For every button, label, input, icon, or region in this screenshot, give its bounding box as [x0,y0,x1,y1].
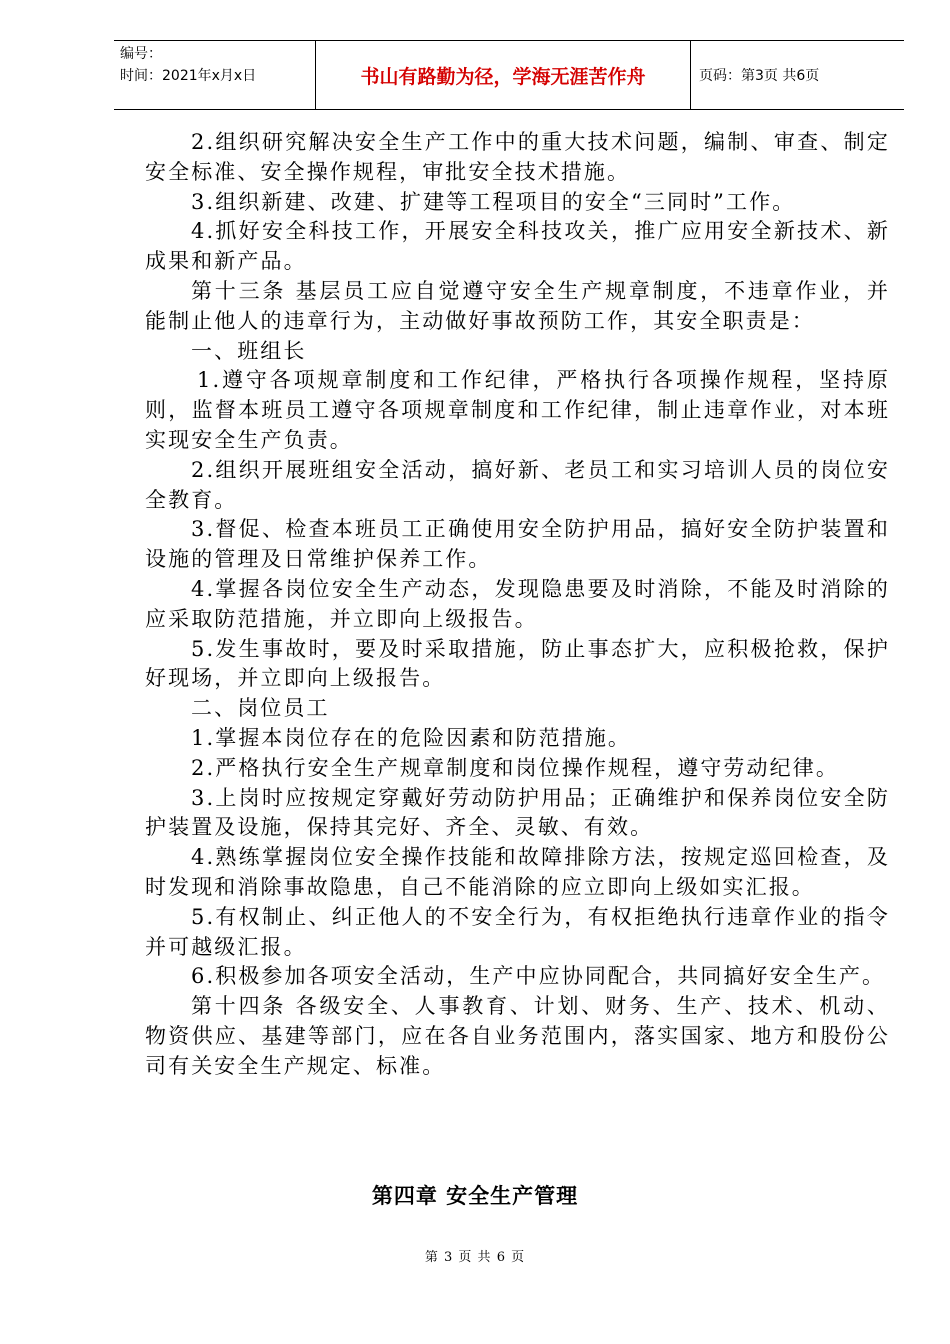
paragraph: 1.遵守各项规章制度和工作纪律，严格执行各项操作规程，坚持原则，监督本班员工遵守各项规章制度和工作纪律，制止违章作业，对本班实现安全生产负责。 [145,368,890,452]
paragraph: 4.抓好安全科技工作，开展安全科技攻关，推广应用安全新技术、新成果和新产品。 [145,219,890,274]
number-label: 编号： [120,46,162,62]
paragraph: 2.严格执行安全生产规章制度和岗位操作规程，遵守劳动纪律。 [191,755,839,780]
paragraph: 3.上岗时应按规定穿戴好劳动防护用品；正确维护和保养岗位安全防护装置及设施，保持其完好、齐全、灵敏、有效。 [145,785,890,840]
paragraph: 2.组织研究解决安全生产工作中的重大技术问题，编制、审查、制定安全标准、安全操作规程，审批安全技术措施。 [145,130,890,184]
header-meta [114,41,316,109]
section-heading: 一、班组长 [191,338,307,363]
paragraph: 2.组织开展班组安全活动，搞好新、老员工和实习培训人员的岗位安全教育。 [145,457,890,512]
section-heading: 二、岗位员工 [191,696,330,721]
paragraph: 5.发生事故时，要及时采取措施，防止事态扩大，应积极抢救，保护好现场，并立即向上级报告。 [145,636,890,691]
paragraph: 6.积极参加各项安全活动，生产中应协同配合，共同搞好安全生产。 [191,964,886,989]
paragraph: 4.熟练掌握岗位安全操作技能和故障排除方法，按规定巡回检查，及时发现和消除事故隐患，自己不能消除的应立即向上级如实汇报。 [145,845,890,899]
paragraph: 1.掌握本岗位存在的危险因素和防范措施。 [191,725,632,750]
document-body [145,128,890,1082]
paragraph: 3.督促、检查本班员工正确使用安全防护用品，搞好安全防护装置和设施的管理及日常维护保养工作。 [145,517,890,572]
header-motto: 书山有路勤为径，学海无涯苦作舟 [316,41,691,109]
paragraph: 3.组织新建、改建、扩建等工程项目的安全“三同时”工作。 [191,189,796,214]
time-label: 时间：2021年x月x日 [120,68,257,84]
header-page-info: 页码：第3页 共6页 [699,68,820,84]
article-14: 第十四条 各级安全、人事教育、计划、财务、生产、技术、机动、物资供应、基建等部门，应在各自业务范围内，落实国家、地方和股份公司有关安全生产规定、标准。 [145,994,890,1078]
page-footer: 第 3 页 共 6 页 [424,1250,526,1265]
paragraph: 5.有权制止、纠正他人的不安全行为，有权拒绝执行违章作业的指令并可越级汇报。 [145,904,890,959]
paragraph: 4.掌握各岗位安全生产动态，发现隐患要及时消除，不能及时消除的应采取防范措施，并立即向上级报告。 [145,576,890,631]
article-13: 第十三条 基层员工应自觉遵守安全生产规章制度，不违章作业，并能制止他人的违章行为，主动做好事故预防工作，其安全职责是： [145,278,890,333]
chapter-title: 第四章 安全生产管理 [371,1184,579,1208]
document-header [114,40,904,110]
